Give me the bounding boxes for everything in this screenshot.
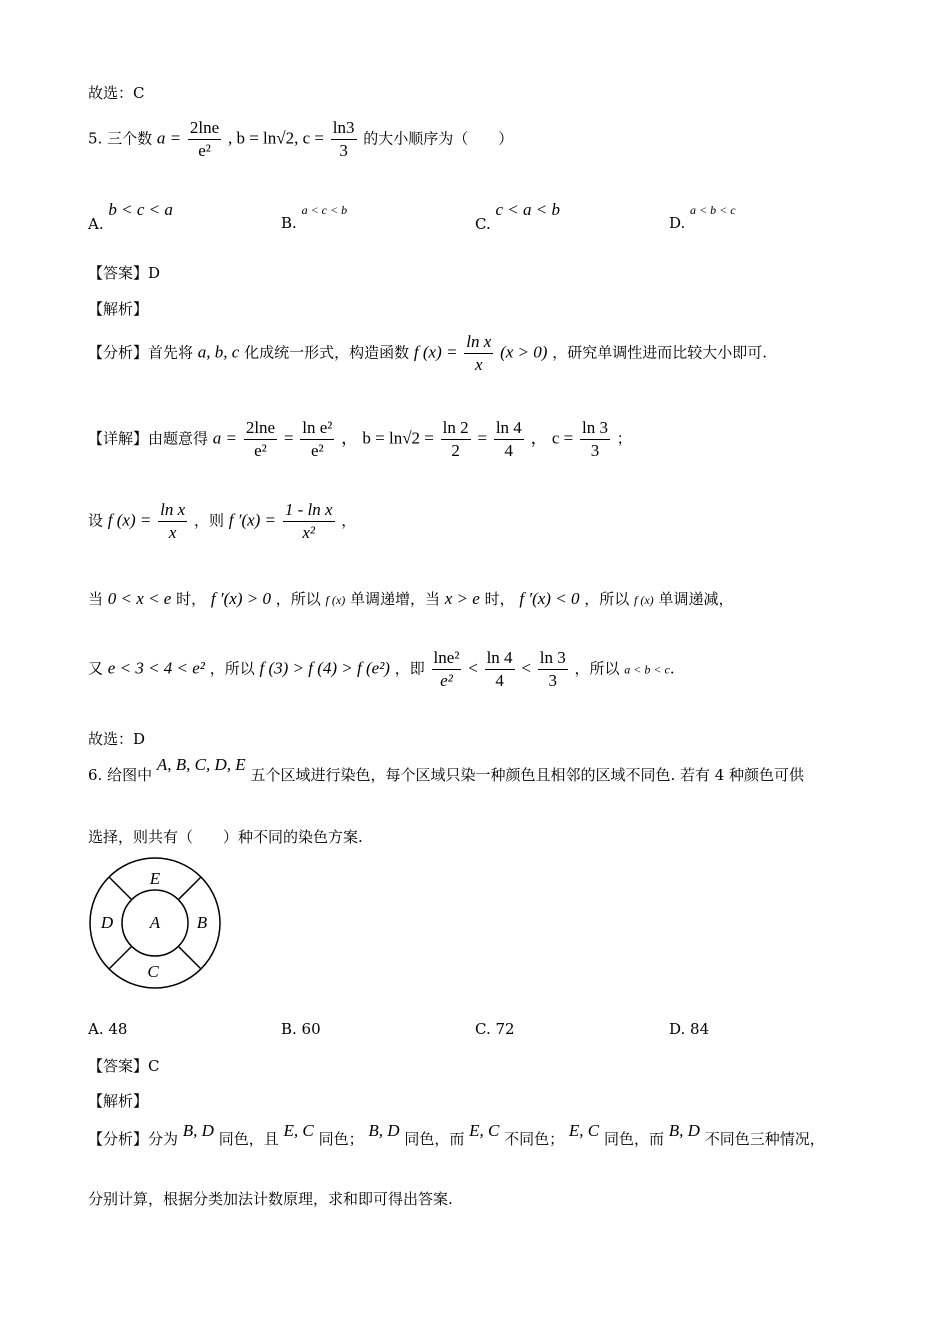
divider-bottom-right	[178, 946, 201, 969]
q5-number: 5. 三个数	[88, 129, 153, 148]
q5-option-d: D. a < b < c	[669, 203, 736, 232]
q5-b-expr: , b = ln√2, c =	[227, 128, 324, 148]
q6-region-figure	[86, 856, 224, 992]
q6-jiexi: 【解析】	[88, 1092, 149, 1110]
divider-bottom-left	[109, 946, 132, 969]
region-label-c: C	[147, 962, 159, 981]
q5-c-frac: $\frac{\ln 3}{3}$	[332, 118, 355, 160]
q6-stem-line2: 选择，则共有（ ）种不同的染色方案.	[88, 828, 363, 846]
region-label-b: B	[196, 913, 208, 932]
q6-option-c: C. 72	[475, 1020, 515, 1038]
q5-compare: 又 e < 3 < 4 < e² ，所以 f (3) > f (4) > f (e²) ，即 $\frac{\text{lne²}}{\text{e²}}$ < $\frac{\ln 4}{4}$ < $\frac{\ln 3}{3}$ ，所以 a < b < c.	[88, 648, 675, 690]
q5-define-f: 设 f (x) = $\frac{\text{ln x}}{x}$ ，则 f ′(x) = $\frac{\text{1 - ln x}}{\text{x²}}$ ，	[88, 500, 357, 542]
q6-analysis: 【分析】分为 B, D 同色，且 E, C 同色； B, D 同色，而 E, C 不同色； E, C 同色，而 B, D 不同色三种情况，	[88, 1121, 825, 1148]
q6-option-b: B. 60	[281, 1020, 321, 1038]
q6-answer: 【答案】C	[88, 1057, 160, 1075]
q5-a-label: a =	[156, 128, 182, 148]
q6-stem-line1: 6. 给图中 A, B, C, D, E 五个区域进行染色，每个区域只染一种颜色且相邻的区域不同色. 若有 4 种颜色可供	[88, 755, 805, 784]
conclusion-prev: 故选：C	[88, 84, 145, 102]
q5-analysis: 【分析】首先将 a, b, c 化成统一形式，构造函数 f (x) = $\frac{\text{ln x}}{x}$ (x > 0) ，研究单调性进而比较大小即可.	[88, 332, 767, 374]
q5-option-b: B. a < c < b	[281, 203, 348, 232]
q5-option-c: C. c < a < b	[475, 200, 560, 233]
q5-option-a: A. b < c < a	[88, 200, 173, 233]
q6-analysis-cont: 分别计算，根据分类加法计数原理，求和即可得出答案.	[88, 1190, 453, 1208]
q5-conclusion: 故选：D	[88, 730, 146, 748]
divider-top-right	[178, 877, 201, 900]
q5-tail: 的大小顺序为（ ）	[363, 129, 514, 148]
q5-stem	[88, 118, 513, 161]
q6-option-a: A. 48	[88, 1020, 128, 1038]
q5-detail: 【详解】由题意得 a = $\frac{2\ln e}{\text{e²}}$ = $\frac{\text{ln e²}}{\text{e²}}$ ， b = ln√2 = $\frac{\ln 2}{2}$ = $\frac{\ln 4}{4}$ ， c = $\frac{\ln 3}{3}$ ；	[88, 418, 632, 460]
q6-option-d: D. 84	[669, 1020, 710, 1038]
divider-top-left	[109, 877, 132, 900]
q5-monotonic: 当 0 < x < e 时， f ′(x) > 0 ，所以 f (x) 单调递增，当 x > e 时， f ′(x) < 0 ，所以 f (x) 单调递减，	[88, 589, 734, 608]
region-label-a: A	[149, 913, 161, 932]
region-label-d: D	[100, 913, 114, 932]
q5-jiexi: 【解析】	[88, 300, 149, 318]
region-label-e: E	[149, 869, 161, 888]
q5-a-frac: $\frac{2\ln e}{\text{e²}}$	[189, 118, 220, 160]
q5-answer: 【答案】D	[88, 264, 161, 282]
